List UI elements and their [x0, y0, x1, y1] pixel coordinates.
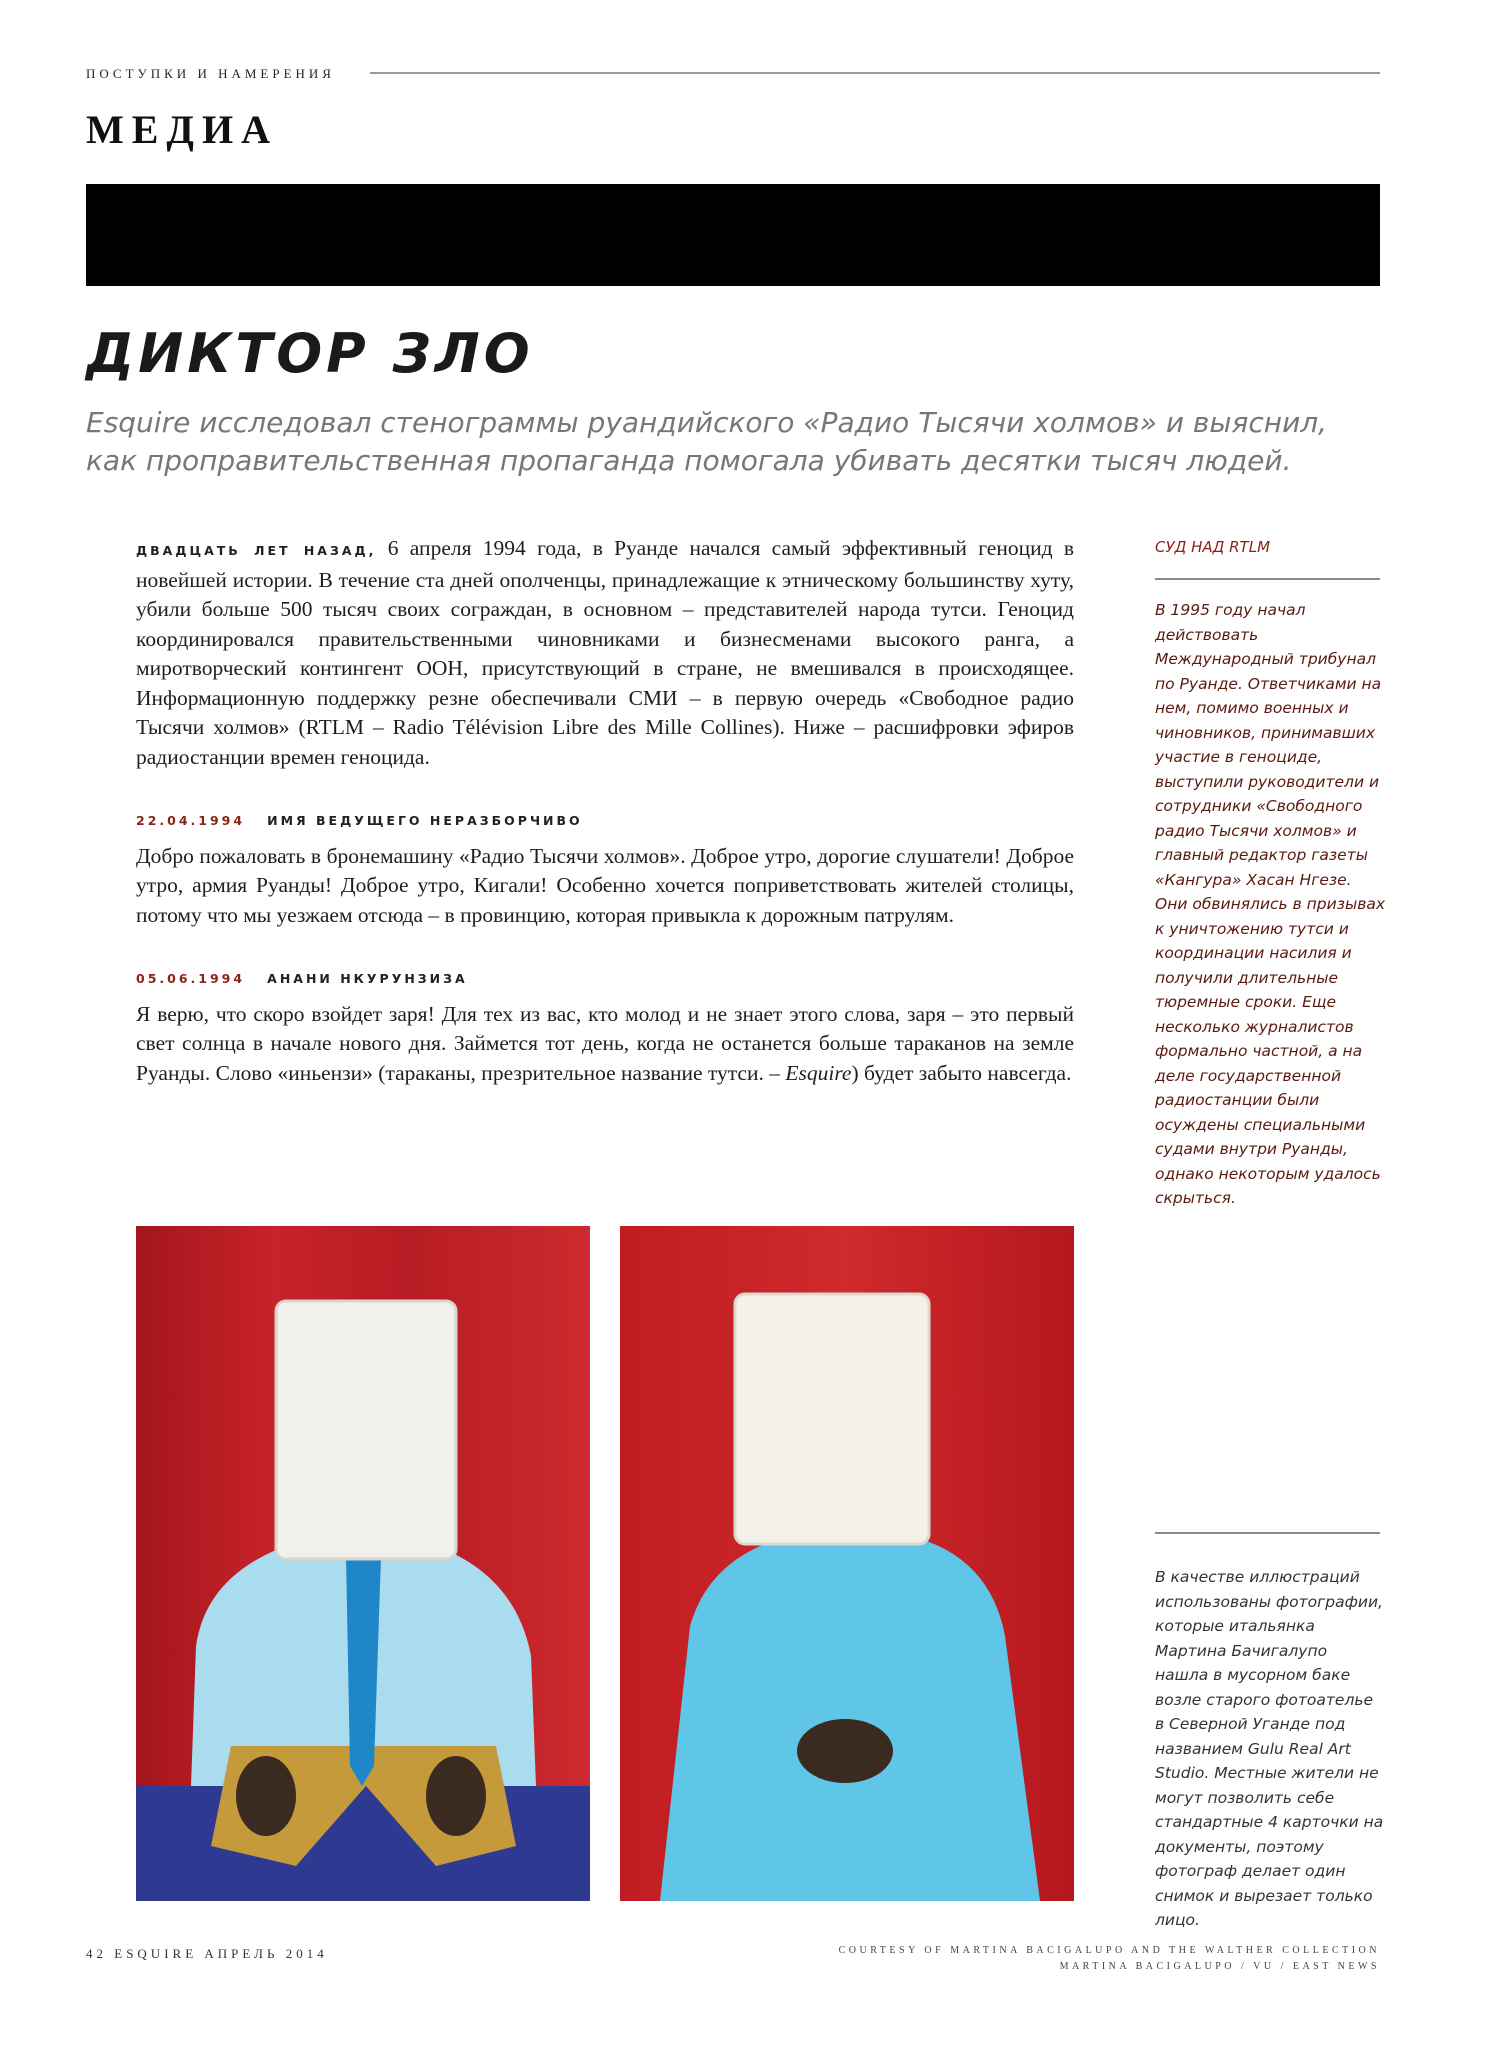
- blank-photo-card: [276, 1301, 456, 1559]
- credit-line: COURTESY OF MARTINA BACIGALUPO AND THE WALTHER COLLECTION: [838, 1945, 1380, 1956]
- transcript-text-part: ) будет забыто навсегда.: [851, 1060, 1072, 1085]
- transcript-text-part: Я верю, что скоро взойдет заря! Для тех из вас, кто молод и не знает этого слова, заря – это первый свет солнца в начале нового дня. Займется тот день, когда не останется больше тараканов на земле Руанды. Слово «иньензи» (тараканы, презрительное название тутси. –: [136, 1001, 1074, 1085]
- transcript-text: [136, 1000, 1074, 1089]
- transcript-speaker: ИМЯ ВЕДУЩЕГО НЕРАЗБОРЧИВО: [267, 813, 583, 828]
- left-hand: [236, 1756, 296, 1836]
- transcript-dateline: [136, 806, 1074, 836]
- photo-man: [136, 1226, 590, 1901]
- caption-rule: [1155, 1532, 1380, 1534]
- transcript-emphasis: Esquire: [785, 1060, 852, 1085]
- credit-line: MARTINA BACIGALUPO / VU / EAST NEWS: [1059, 1961, 1380, 1972]
- transcript-speaker: АНАНИ НКУРУНЗИЗА: [267, 971, 468, 986]
- sidebar-heading: СУД НАД RTLM: [1155, 538, 1271, 556]
- section-kicker: ПОСТУПКИ И НАМЕРЕНИЯ: [86, 66, 335, 81]
- header-rule: [370, 72, 1380, 74]
- blue-dress: [660, 1536, 1040, 1901]
- section-title: МЕДИА: [86, 107, 278, 152]
- page-folio: 42 ESQUIRE АПРЕЛЬ 2014: [86, 1946, 328, 1961]
- lead-caps: ДВАДЦАТЬ ЛЕТ НАЗАД,: [136, 543, 377, 558]
- floor-cloth: [136, 1786, 590, 1901]
- transcript-dateline: [136, 964, 1074, 994]
- transcript-date: 22.04.1994: [136, 813, 246, 828]
- blank-photo-card: [735, 1294, 929, 1544]
- intro-text: 6 апреля 1994 года, в Руанде начался самый эффективный геноцид в новейшей истории. В течение ста дней ополченцы, принадлежащие к этническому большинству хуту, убили больше 500 тысяч своих сограждан, в основном – представителей народа тутси. Геноцид координировался правительственными чиновниками и бизнесменами высокого ранга, а миротворческий контингент ООН, присутствующий в стране, не вмешивался в происходящее. Информационную поддержку резне обеспечивали СМИ – в первую очередь «Свободное радио Тысячи холмов» (RTLM – Radio Télévision Libre des Mille Collines). Ниже – расшифровки эфиров радиостанции времен геноцида.: [136, 536, 1075, 769]
- transcript-text: Добро пожаловать в бронемашину «Радио Тысячи холмов». Доброе утро, дорогие слушатели! Доброе утро, армия Руанды! Доброе утро, Кигали! Особенно хочется поприветствовать жителей столицы, потому что мы уезжаем отсюда – в провинцию, которая привыкла к дорожным патрулям.: [136, 843, 1074, 927]
- sidebar-text: В 1995 году начал действовать Международный трибунал по Руанде. Ответчиками на нем, помимо военных и чиновников, принимавших участие в геноциде, выступили руководители и сотрудники «Свободного радио Тысячи холмов» и главный редактор газеты «Кангура» Хасан Нгезе. Они обвинялись в призывах к уничтожению тутси и координации насилия и получили длительные тюремные сроки. Еще несколько журналистов формально частной, а на деле государственной радиостанции были осуждены специальными судами внутри Руанды, однако некоторым удалось скрыться.: [1155, 601, 1386, 1207]
- intro-paragraph: [136, 534, 1074, 772]
- photo-credits: [839, 1943, 1380, 1975]
- photo-woman: [620, 1226, 1074, 1901]
- article-headline: ДИКТОР ЗЛО: [86, 322, 534, 385]
- black-band: [86, 184, 1380, 286]
- photo-caption: В качестве иллюстраций использованы фотографии, которые итальянка Мартина Бачигалупо нашла в мусорном баке возле старого фотоателье в Северной Уганде под названием Gulu Real Art Studio. Местные жители не могут позволить себе стандартные 4 карточки на документы, поэтому фотограф делает один снимок и вырезает только лицо.: [1155, 1568, 1384, 1929]
- clasped-hands: [797, 1719, 893, 1783]
- article-body: [136, 534, 1074, 1088]
- transcript-date: 05.06.1994: [136, 971, 246, 986]
- right-hand: [426, 1756, 486, 1836]
- article-subtitle: Esquire исследовал стенограммы руандийского «Радио Тысячи холмов» и выяснил, как проправительственная пропаганда помогала убивать десятки тысяч людей.: [86, 406, 1328, 477]
- sidebar-rule: [1155, 578, 1380, 580]
